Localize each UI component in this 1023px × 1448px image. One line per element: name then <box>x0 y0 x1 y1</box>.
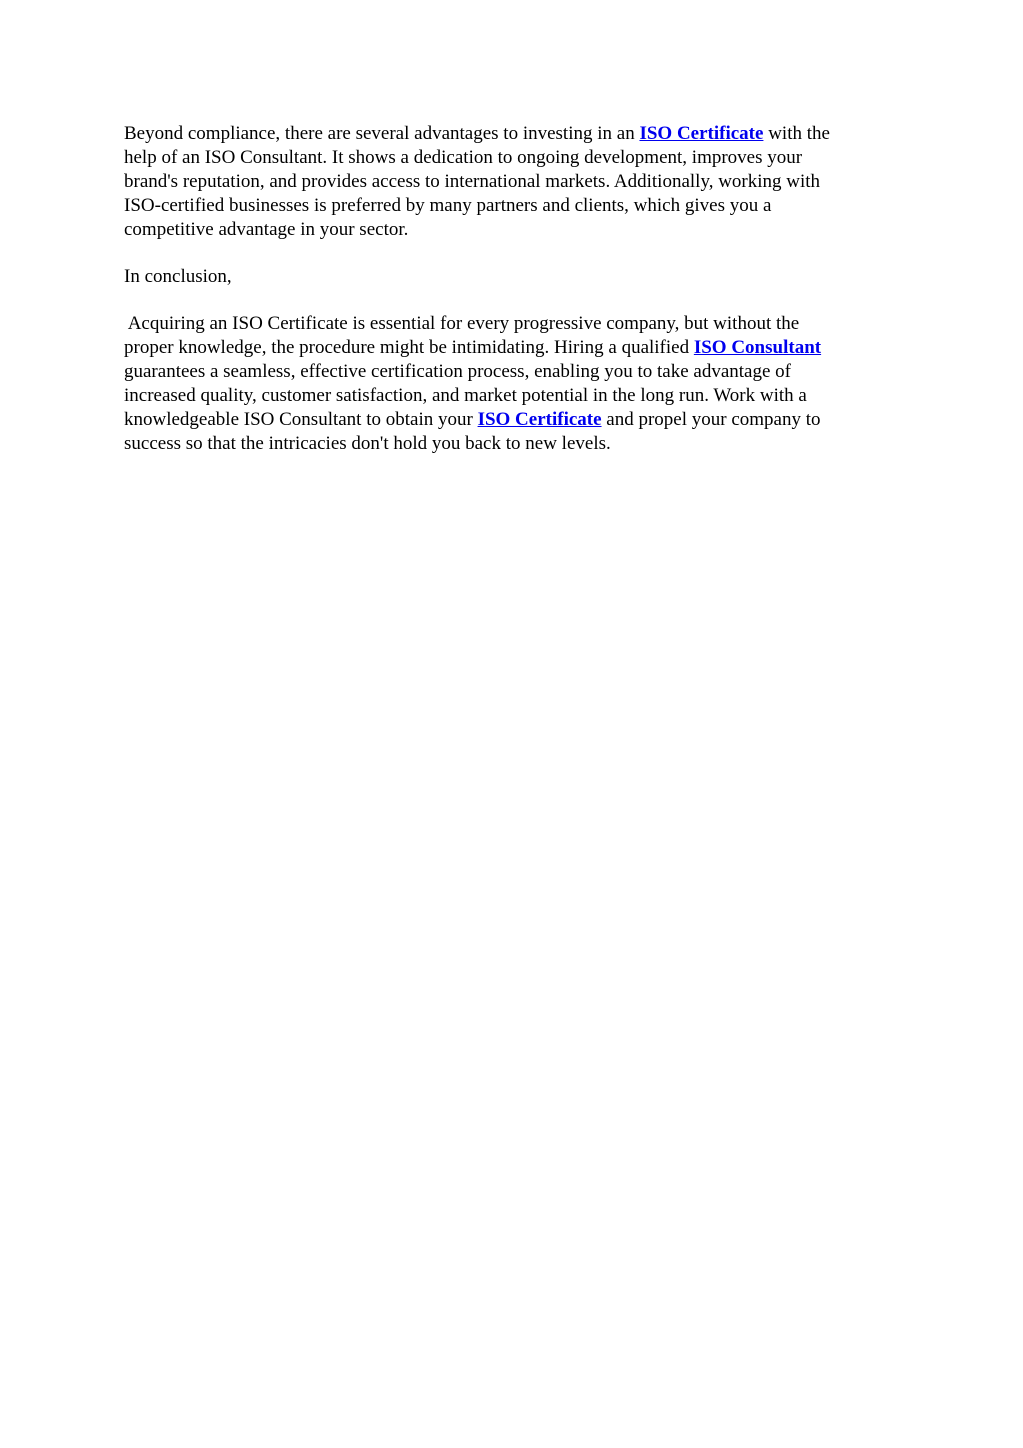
iso-consultant-link[interactable]: ISO Consultant <box>693 337 822 358</box>
text-line: brand's reputation, and provides access to international markets. Additionally, working with <box>124 171 821 192</box>
text-line: ISO-certified businesses is preferred by many partners and clients, which gives you a <box>124 195 772 216</box>
text-line <box>124 408 904 432</box>
text-span: knowledgeable ISO Consultant to obtain your <box>124 409 478 430</box>
iso-certificate-link[interactable]: ISO Certificate <box>477 409 602 430</box>
text-span: with the <box>763 123 830 144</box>
text-line: guarantees a seamless, effective certification process, enabling you to take advantage of <box>124 361 792 382</box>
paragraph-spacer <box>124 289 904 312</box>
text-span: and propel your company to <box>601 409 821 430</box>
text-span: proper knowledge, the procedure might be intimidating. Hiring a qualified <box>124 337 694 358</box>
paragraph-spacer <box>124 242 904 265</box>
iso-certificate-link[interactable]: ISO Certificate <box>639 123 764 144</box>
text-line: In conclusion, <box>124 266 232 287</box>
text-line <box>124 336 904 360</box>
text-line <box>124 122 904 146</box>
paragraph-benefits <box>124 122 904 242</box>
text-line: competitive advantage in your sector. <box>124 219 409 240</box>
text-line: increased quality, customer satisfaction, and market potential in the long run. Work with a <box>124 385 807 406</box>
document-body <box>124 122 904 456</box>
text-span: Beyond compliance, there are several advantages to investing in an <box>124 123 640 144</box>
paragraph-conclusion <box>124 312 904 456</box>
paragraph-conclusion-heading <box>124 265 904 289</box>
text-line: help of an ISO Consultant. It shows a dedication to ongoing development, improves your <box>124 147 803 168</box>
text-line: success so that the intricacies don't hold you back to new levels. <box>124 433 611 454</box>
text-line: Acquiring an ISO Certificate is essential for every progressive company, but without the <box>124 313 800 334</box>
